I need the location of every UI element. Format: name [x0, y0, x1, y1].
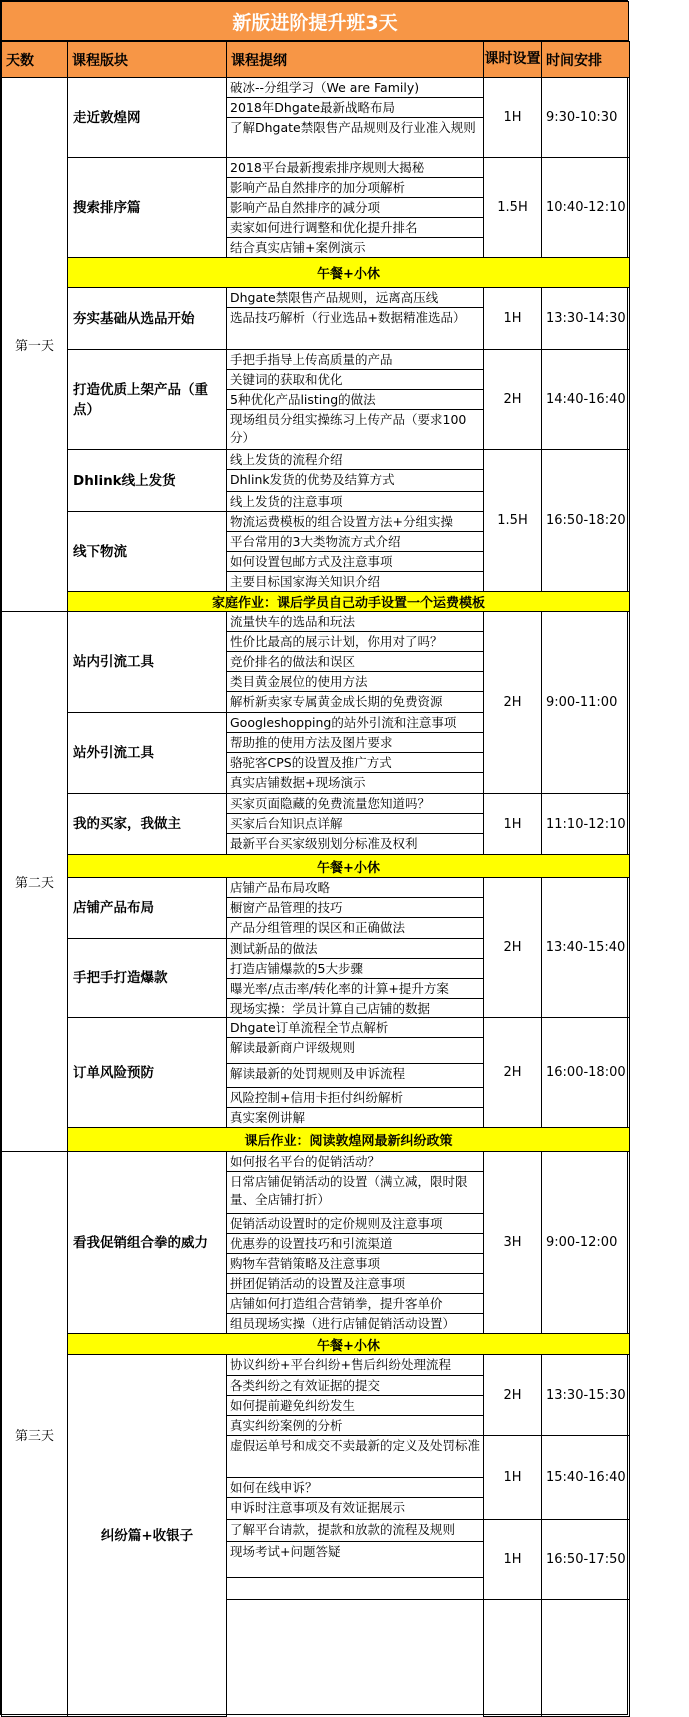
time-cell: 9:30-10:30 [541, 77, 630, 158]
outline-item: 手把手指导上传高质量的产品 [226, 349, 484, 370]
time-cell: 9:00-11:00 [541, 611, 630, 794]
schedule-band: 课后作业：阅读敦煌网最新纠纷政策 [67, 1127, 630, 1152]
schedule-band: 家庭作业：课后学员自己动手设置一个运费模板 [67, 591, 630, 612]
module-cell: Dhlink线上发货 [67, 449, 227, 512]
hours-cell: 3H [483, 1151, 542, 1334]
outline-item: 风险控制+信用卡拒付纠纷解析 [226, 1087, 484, 1108]
outline-item: 协议纠纷+平台纠纷+售后纠纷处理流程 [226, 1354, 484, 1376]
hours-cell: 2H [483, 611, 542, 794]
outline-item: 组员现场实操（进行店铺促销活动设置） [226, 1313, 484, 1334]
outline-item: 现场考试+问题答疑 [226, 1541, 484, 1578]
outline-item: Dhgate禁限售产品规则，远离高压线 [226, 287, 484, 308]
module-cell: 手把手打造爆款 [67, 938, 227, 1018]
outline-item: Googleshopping的站外引流和注意事项 [226, 712, 484, 733]
time-cell: 9:00-12:00 [541, 1151, 630, 1334]
outline-item: 关键词的获取和优化 [226, 369, 484, 390]
outline-item: 物流运费模板的组合设置方法+分组实操 [226, 511, 484, 532]
outline-item: 5种优化产品listing的做法 [226, 389, 484, 410]
day-cell: 第二天 [1, 611, 68, 1152]
hours-cell: 2H [483, 877, 542, 1018]
outline-item: 测试新品的做法 [226, 938, 484, 959]
hours-cell: 1.5H [483, 157, 542, 258]
schedule-band: 午餐+小休 [67, 854, 630, 878]
outline-item: Dhlink发货的优势及结算方式 [226, 469, 484, 492]
hours-cell: 2H [483, 349, 542, 450]
outline-item: 橱窗产品管理的技巧 [226, 897, 484, 918]
outline-item: 线上发货的注意事项 [226, 491, 484, 512]
outline-item: 买家后台知识点详解 [226, 813, 484, 834]
hours-cell-empty [483, 1599, 542, 1717]
module-cell: 纠纷篇+收银子 [67, 1354, 227, 1717]
outline-item: 2018年Dhgate最新战略布局 [226, 97, 484, 118]
outline-item: 了解平台请款，提款和放款的流程及规则 [226, 1519, 484, 1542]
outline-item: 真实店铺数据+现场演示 [226, 772, 484, 794]
outline-item: 真实案例讲解 [226, 1107, 484, 1128]
outline-item: 产品分组管理的误区和正确做法 [226, 917, 484, 939]
outline-item: 店铺如何打造组合营销拳，提升客单价 [226, 1293, 484, 1314]
hours-cell: 1H [483, 1519, 542, 1600]
day-cell: 第一天 [1, 77, 68, 612]
outline-item: 2018平台最新搜索排序规则大揭秘 [226, 157, 484, 178]
outline-item: 真实纠纷案例的分析 [226, 1415, 484, 1436]
outline-item: 申诉时注意事项及有效证据展示 [226, 1497, 484, 1520]
outline-item: 线上发货的流程介绍 [226, 449, 484, 470]
outline-item: 骆驼客CPS的设置及推广方式 [226, 752, 484, 773]
module-cell: 站内引流工具 [67, 611, 227, 713]
hours-cell: 1H [483, 287, 542, 350]
time-cell: 16:00-18:00 [541, 1017, 630, 1128]
outline-item: 虚假运单号和成交不卖最新的定义及处罚标准 [226, 1435, 484, 1478]
time-cell: 13:40-15:40 [541, 877, 630, 1018]
hours-cell: 1.5H [483, 449, 542, 592]
time-cell: 16:50-17:50 [541, 1519, 630, 1600]
header-time: 时间安排 [541, 41, 630, 78]
outline-item: 结合真实店铺+案例演示 [226, 237, 484, 258]
outline-item: 帮助推的使用方法及图片要求 [226, 732, 484, 753]
module-cell: 线下物流 [67, 511, 227, 592]
module-cell: 夯实基础从选品开始 [67, 287, 227, 350]
hours-cell: 1H [483, 793, 542, 855]
outline-item: 各类纠纷之有效证据的提交 [226, 1375, 484, 1396]
outline-item: 影响产品自然排序的加分项解析 [226, 177, 484, 198]
module-cell: 打造优质上架产品（重点） [67, 349, 227, 450]
outline-item: 现场实操：学员计算自己店铺的数据 [226, 998, 484, 1018]
outline-item: 如何提前避免纠纷发生 [226, 1395, 484, 1416]
time-cell: 13:30-14:30 [541, 287, 630, 350]
outline-item: 解读最新商户评级规则 [226, 1037, 484, 1064]
outline-item: 流量快车的选品和玩法 [226, 611, 484, 632]
outline-item: 解析新卖家专属黄金成长期的免费资源 [226, 691, 484, 713]
time-cell: 10:40-12:10 [541, 157, 630, 258]
schedule-band: 午餐+小休 [67, 1333, 630, 1355]
outline-item: 促销活动设置时的定价规则及注意事项 [226, 1213, 484, 1234]
outline-item: 破冰--分组学习（We are Family) [226, 77, 484, 98]
outline-item: 拼团促销活动的设置及注意事项 [226, 1273, 484, 1294]
outline-item: 影响产品自然排序的减分项 [226, 197, 484, 218]
outline-item: 主要目标国家海关知识介绍 [226, 571, 484, 592]
outline-item: 购物车营销策略及注意事项 [226, 1253, 484, 1274]
outline-item: 如何报名平台的促销活动？ [226, 1151, 484, 1172]
outline-item: 最新平台买家级别划分标准及权利 [226, 833, 484, 855]
header-outline: 课程提纲 [226, 41, 484, 78]
module-cell: 站外引流工具 [67, 712, 227, 794]
outline-item: 如何设置包邮方式及注意事项 [226, 551, 484, 572]
outline-item: 买家页面隐藏的免费流量您知道吗？ [226, 793, 484, 814]
hours-cell: 2H [483, 1354, 542, 1436]
outline-item: 解读最新的处罚规则及申诉流程 [226, 1063, 484, 1088]
outline-item: 如何在线申诉？ [226, 1477, 484, 1498]
outline-item: 卖家如何进行调整和优化提升排名 [226, 217, 484, 238]
module-cell: 走近敦煌网 [67, 77, 227, 158]
outline-item: Dhgate订单流程全节点解析 [226, 1017, 484, 1038]
module-cell: 看我促销组合拳的威力 [67, 1151, 227, 1334]
hours-cell: 1H [483, 77, 542, 158]
outline-item: 曝光率/点击率/转化率的计算+提升方案 [226, 978, 484, 999]
time-cell-empty [541, 1599, 630, 1717]
header-module: 课程版块 [67, 41, 227, 78]
module-cell: 店铺产品布局 [67, 877, 227, 939]
day-cell: 第三天 [1, 1151, 68, 1717]
schedule-band: 午餐+小休 [67, 257, 630, 288]
outline-item: 性价比最高的展示计划，你用对了吗？ [226, 631, 484, 652]
time-cell: 15:40-16:40 [541, 1435, 630, 1520]
table-title: 新版进阶提升班3天 [1, 1, 629, 41]
outline-item: 打造店铺爆款的5大步骤 [226, 958, 484, 979]
time-cell: 14:40-16:40 [541, 349, 630, 450]
header-hours: 课时设置 [483, 41, 542, 78]
outline-item: 优惠券的设置技巧和引流渠道 [226, 1233, 484, 1254]
header-day: 天数 [1, 41, 68, 78]
outline-item: 日常店铺促销活动的设置（满立减，限时限量、全店铺打折） [226, 1171, 484, 1214]
time-cell: 11:10-12:10 [541, 793, 630, 855]
module-cell: 我的买家，我做主 [67, 793, 227, 855]
outline-item: 类目黄金展位的使用方法 [226, 671, 484, 692]
outline-item: 店铺产品布局攻略 [226, 877, 484, 898]
hours-cell: 1H [483, 1435, 542, 1520]
outline-item: 平台常用的3大类物流方式介绍 [226, 531, 484, 552]
time-cell: 13:30-15:30 [541, 1354, 630, 1436]
module-cell: 订单风险预防 [67, 1017, 227, 1128]
module-cell: 搜索排序篇 [67, 157, 227, 258]
outline-item: 现场组员分组实操练习上传产品（要求100分） [226, 409, 484, 450]
time-cell: 16:50-18:20 [541, 449, 630, 592]
outline-item: 选品技巧解析（行业选品+数据精准选品） [226, 307, 484, 350]
outline-item: 了解Dhgate禁限售产品规则及行业准入规则 [226, 117, 484, 158]
outline-item: 竞价排名的做法和误区 [226, 651, 484, 672]
outline-item [226, 1577, 484, 1600]
hours-cell: 2H [483, 1017, 542, 1128]
